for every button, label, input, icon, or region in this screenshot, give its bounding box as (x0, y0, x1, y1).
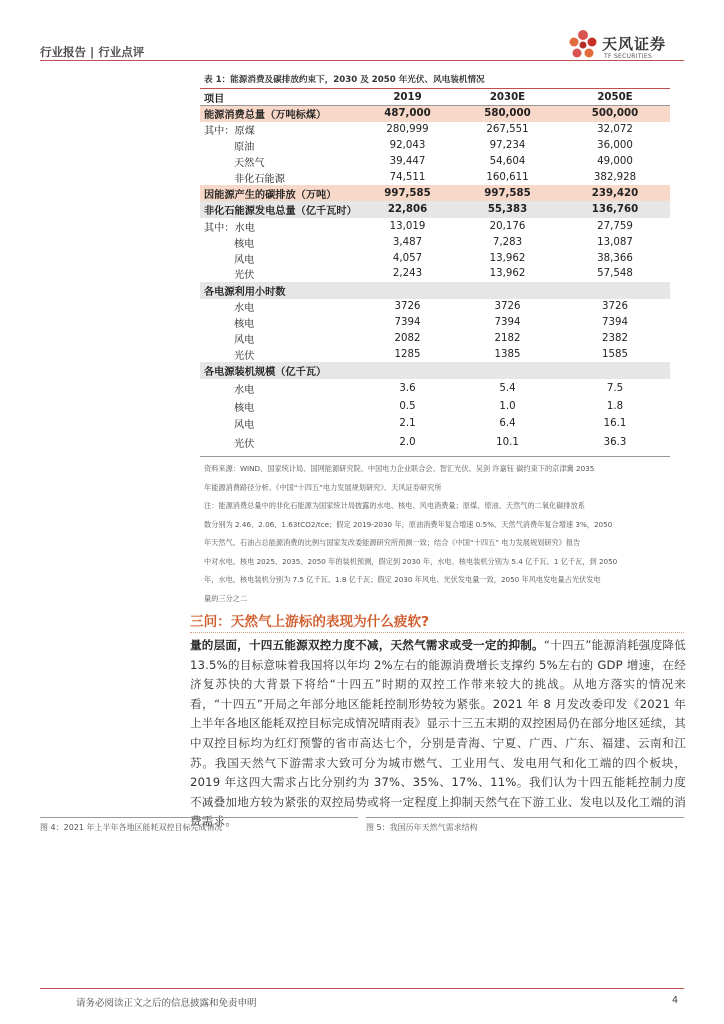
note-line: 资料来源：WIND、国家统计局、国网能源研究院、中国电力企业联合会、智汇光伏、吴剑 许嘉钰 碳约束下的京津冀 2035 (204, 464, 595, 473)
table-row (200, 433, 670, 452)
table-cell: 3726 (494, 301, 521, 313)
note-line: 注：能源消费总量中的非化石能源为国家统计局披露的水电、核电、风电消费量；原煤、原油、天然气的二氧化碳排放系 (204, 501, 585, 510)
row-label: 光伏 (234, 439, 255, 451)
table-cell: 1585 (602, 349, 628, 361)
table-row (200, 379, 670, 398)
table-cell: 382,928 (593, 172, 637, 183)
table-cell: 7.5 (606, 383, 624, 395)
table-cell: 13,087 (597, 236, 633, 248)
table-cell: 997,585 (360, 185, 455, 201)
paragraph-lead: 量的层面，十四五能源双控力度不减，天然气需求或受一定的抑制。 (190, 638, 544, 652)
header-divider (40, 60, 684, 61)
note-line: 年能源消费路径分析、《中国“十四五”电力发展规划研究》、天风证券研究所 (204, 482, 442, 492)
table-cell: 55,383 (455, 201, 560, 218)
logo-name-en: TF SECURITIES (604, 53, 653, 60)
column-header: 2019 (360, 89, 455, 106)
table-cell: 92,043 (389, 140, 426, 152)
table-row (200, 106, 670, 122)
table-row (200, 154, 670, 170)
table-cell: 13,019 (389, 220, 426, 232)
table-cell: 20,176 (489, 220, 526, 232)
table-cell: 580,000 (455, 106, 560, 122)
section-heading-rule (190, 632, 684, 633)
table-cell: 57,548 (597, 268, 633, 280)
table-cell: 6.4 (499, 418, 516, 430)
logo-flower-icon (566, 28, 600, 62)
table-row (200, 282, 670, 299)
table-cell: 5.4 (499, 383, 516, 395)
table-cell: 280,999 (386, 124, 429, 136)
row-label: 核电 (234, 238, 255, 250)
row-label: 水电 (234, 303, 255, 315)
table-cell: 2.1 (399, 418, 416, 430)
table-row (200, 362, 670, 379)
table-cell: 32,072 (597, 124, 633, 136)
table-cell: 7,283 (492, 236, 523, 248)
row-label: 核电 (234, 402, 255, 414)
row-label: 风电 (234, 420, 255, 432)
figure5-rule (366, 817, 684, 818)
note-line: 年，水电、核电装机分别为 7.5 亿千瓦、1.8 亿千瓦；假定 2030 年风电、光伏发电量一致，2050 年风电发电量占光伏发电 (204, 575, 601, 584)
table-cell: 38,366 (597, 252, 633, 264)
table-cell: 27,759 (597, 220, 633, 232)
table-row (200, 331, 670, 347)
table-cell: 97,234 (489, 140, 526, 152)
table-header-row (200, 89, 670, 106)
table-row (200, 347, 670, 363)
table-cell (455, 362, 560, 379)
section-paragraph (190, 636, 686, 832)
report-category: 行业报告 | 行业点评 (40, 45, 145, 59)
table-notes (204, 460, 674, 608)
table-cell (560, 362, 670, 379)
table-cell: 13,962 (489, 268, 526, 280)
table-cell: 1385 (494, 349, 521, 361)
row-label: 风电 (234, 335, 255, 347)
table-cell: 1.8 (606, 400, 624, 412)
row-label: 光伏 (234, 351, 255, 363)
company-logo (566, 28, 686, 64)
table-row (200, 234, 670, 250)
figure4-caption: 图 4：2021 年上半年各地区能耗双控目标完成情况 (40, 823, 223, 832)
table-row (200, 122, 670, 138)
row-label: 风电 (234, 254, 255, 266)
footer-disclaimer: 请务必阅读正文之后的信息披露和免责申明 (76, 998, 257, 1009)
table-cell (560, 282, 670, 299)
footer-divider (40, 988, 684, 989)
row-label: 非化石能源发电总量（亿千瓦时） (200, 201, 360, 218)
table-cell: 13,962 (489, 252, 526, 264)
row-label: 其中：水电 (204, 222, 255, 234)
row-label: 各电源装机规模（亿千瓦） (200, 362, 360, 379)
table-row (200, 398, 670, 414)
paragraph-body: “十四五”能源消耗强度降低 13.5%的目标意味着我国将以年均 2%左右的能源消费增长支撑约 5%左右的 GDP 增速，在经济复苏快的大背景下将给“十四五”时期的双控工作带来较大的挑战。从地方落实的情况来看，“十四五”开局之年部分地区能耗控制形势较为紧张。2021 年 8 月发改委印发《2021 年上半年各地区能耗双控目标完成情况晴雨表》显示十三五末期的双控困局仍在部分地区延续，其中双控目标均为红灯预警的省市高达七个，分别是青海、宁夏、广西、广东、福建、云南和江苏。我国天然气下游需求大致可分为城市燃气、工业用气、发电用气和化工端的四个板块，2019 年这四大需求占比分别约为 37%、35%、17%、11%。我们认为十四五能耗控制力度不减叠加地方较为紧张的双控局势或将一定程度上抑制天然气在下游工业、发电以及化工端的消费需求。 (190, 638, 686, 829)
table-cell: 36,000 (597, 140, 633, 152)
table-cell: 1.0 (499, 400, 516, 412)
note-line: 中对水电、核电 2025、2035、2050 年的装机预测，假定到 2030 年，水电、核电装机分别为 5.4 亿千瓦、1 亿千瓦，到 2050 (204, 556, 618, 566)
page-number: 4 (672, 995, 679, 1006)
table-cell: 136,760 (560, 201, 670, 218)
table-cell: 2182 (494, 333, 521, 345)
row-label: 光伏 (234, 270, 255, 282)
note-line: 量的三分之二 (204, 593, 248, 603)
row-label: 非化石能源 (234, 174, 285, 185)
table-cell: 267,551 (486, 124, 529, 136)
table-row (200, 299, 670, 315)
table-cell (455, 282, 560, 299)
column-header: 2050E (560, 89, 670, 106)
table-row (200, 138, 670, 154)
table-cell: 0.5 (399, 400, 416, 412)
table-cell: 997,585 (455, 185, 560, 201)
table-cell: 500,000 (560, 106, 670, 122)
note-line: 数分别为 2.46、2.06、1.63tCO2/tce；假定 2019-2030 年，原油消费年复合增速 0.5%、天然气消费年复合增速 3%，2050 (204, 519, 613, 529)
table-cell: 36.3 (603, 437, 627, 449)
section-heading: 三问：天然气上游标的表现为什么疲软? (190, 614, 429, 630)
row-label: 因能源产生的碳排放（万吨） (200, 185, 360, 201)
table-cell: 2082 (394, 333, 421, 345)
energy-table (200, 89, 670, 452)
column-header: 项目 (200, 89, 360, 106)
table-row (200, 250, 670, 266)
table-cell: 4,057 (392, 252, 423, 264)
table-row (200, 218, 670, 234)
row-label: 各电源利用小时数 (200, 282, 360, 299)
table-cell: 2382 (602, 333, 628, 345)
row-label: 核电 (234, 319, 255, 331)
column-header: 2030E (455, 89, 560, 106)
row-label: 天然气 (234, 158, 265, 170)
table-cell: 160,611 (486, 172, 529, 183)
row-label: 其中：原煤 (204, 126, 255, 138)
table-row (200, 266, 670, 282)
table-cell (360, 362, 455, 379)
table-cell: 54,604 (489, 156, 526, 168)
table-row (200, 170, 670, 186)
table-cell: 2.0 (399, 437, 416, 449)
figure5-caption: 图 5：我国历年天然气需求结构 (366, 823, 478, 832)
table-cell: 3.6 (399, 383, 416, 395)
table-cell: 3,487 (392, 236, 423, 248)
row-label: 能源消费总量（万吨标煤） (200, 106, 360, 122)
table-cell: 1285 (394, 349, 421, 361)
table-cell: 3726 (602, 301, 628, 313)
table-cell: 7394 (494, 317, 521, 329)
table-title: 表 1：能源消费及碳排放约束下，2030 及 2050 年光伏、风电装机情况 (204, 75, 485, 85)
table-bottom-rule (200, 456, 670, 457)
table-row (200, 414, 670, 433)
table-cell: 10.1 (496, 437, 519, 449)
table-cell: 3726 (394, 301, 421, 313)
figure4-rule (40, 817, 358, 818)
logo-name-cn: 天风证券 (602, 35, 667, 53)
table-cell: 74,511 (389, 172, 426, 183)
table-row (200, 185, 670, 201)
table-cell: 39,447 (389, 156, 426, 168)
note-line: 年天然气、石油占总能源消费的比例与国家发改委能源研究所预测一致；结合《中国“十四五” 电力发展规划研究》报告 (204, 538, 581, 547)
row-label: 水电 (234, 385, 255, 397)
table-row (200, 201, 670, 218)
row-label: 原油 (234, 142, 255, 154)
table-cell: 487,000 (360, 106, 455, 122)
table-cell: 239,420 (560, 185, 670, 201)
table-row (200, 315, 670, 331)
table-cell: 22,806 (360, 201, 455, 218)
table-cell: 2,243 (392, 268, 423, 280)
table-cell (360, 282, 455, 299)
table-cell: 7394 (602, 317, 628, 329)
table-cell: 49,000 (597, 156, 633, 168)
table-cell: 16.1 (603, 418, 627, 430)
table-cell: 7394 (394, 317, 421, 329)
